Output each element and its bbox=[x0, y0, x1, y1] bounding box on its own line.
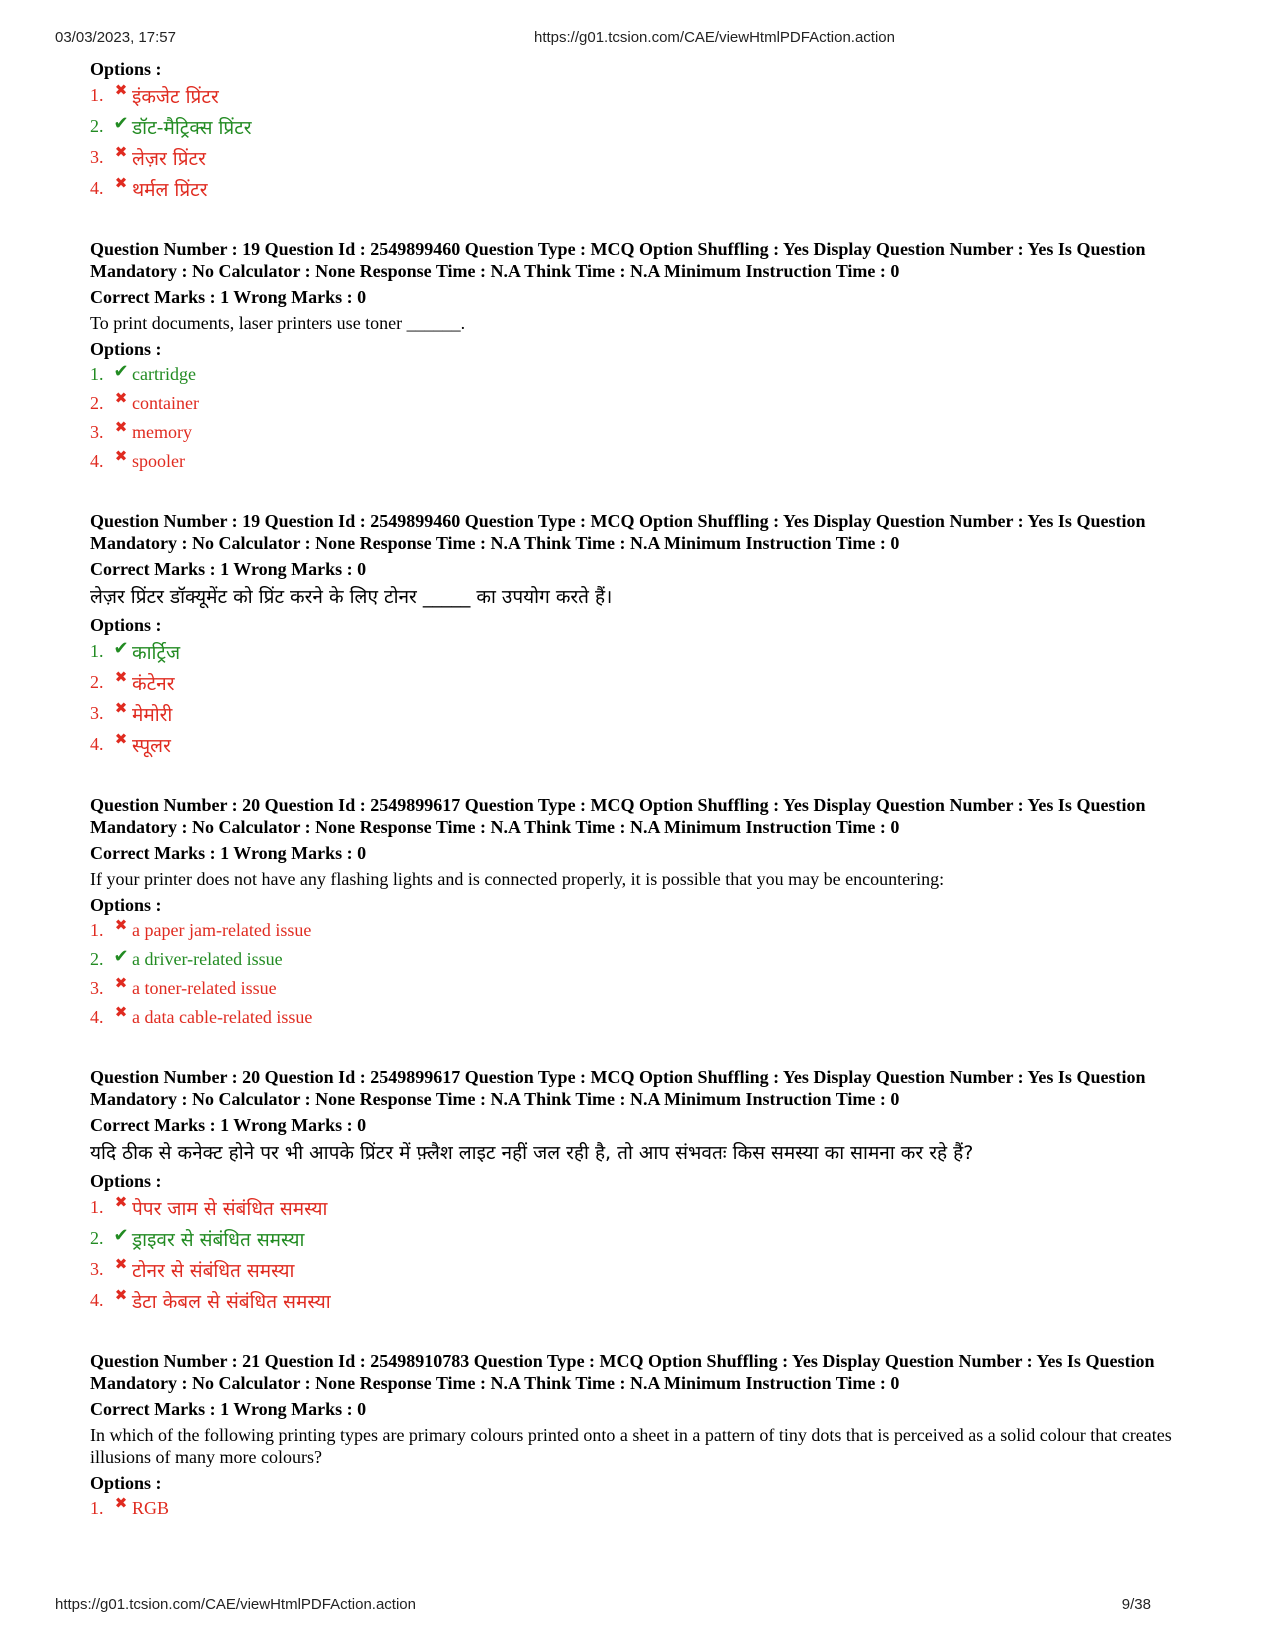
options-label: Options : bbox=[90, 615, 162, 635]
option-number: 2. bbox=[90, 949, 104, 969]
option-text: container bbox=[132, 393, 199, 413]
option-number: 1. bbox=[90, 85, 104, 105]
option-item bbox=[90, 111, 1200, 142]
option-item bbox=[90, 389, 1200, 418]
question-block bbox=[90, 238, 1200, 476]
check-icon: ✔ bbox=[113, 946, 129, 966]
option-item bbox=[90, 418, 1200, 447]
page-number: 9/38 bbox=[1121, 1596, 1151, 1613]
option-text: लेज़र प्रिंटर bbox=[132, 147, 206, 170]
option-item bbox=[90, 1223, 1200, 1254]
cross-icon: ✖ bbox=[114, 1496, 128, 1512]
options-label: Options : bbox=[90, 339, 162, 359]
option-number: 3. bbox=[90, 1259, 104, 1279]
option-number: 3. bbox=[90, 422, 104, 442]
option-text: cartridge bbox=[132, 364, 196, 384]
question-paper bbox=[90, 58, 1200, 1523]
cross-icon: ✖ bbox=[114, 145, 128, 161]
option-text: कंटेनर bbox=[132, 672, 175, 695]
footer-url: https://g01.tcsion.com/CAE/viewHtmlPDFAction.action bbox=[55, 1596, 416, 1613]
options-list bbox=[90, 1192, 1200, 1316]
option-number: 4. bbox=[90, 178, 104, 198]
option-item bbox=[90, 360, 1200, 389]
option-text: spooler bbox=[132, 451, 185, 471]
question-meta: Question Number : 19 Question Id : 2549899460 Question Type : MCQ Option Shuffling : Yes Display Question Number : Yes Is Question Mandatory : No Calculator : None Response Time : N.A Think Time : N.A Minimum Instruction Time : 0 bbox=[90, 239, 1146, 281]
option-number: 1. bbox=[90, 1197, 104, 1217]
options-label: Options : bbox=[90, 59, 162, 79]
option-item bbox=[90, 945, 1200, 974]
question-block bbox=[90, 794, 1200, 1032]
check-icon: ✔ bbox=[113, 1225, 129, 1245]
option-item bbox=[90, 1192, 1200, 1223]
question-text: लेज़र प्रिंटर डॉक्यूमेंट को प्रिंट करने के लिए टोनर _____ का उपयोग करते हैं। bbox=[90, 586, 613, 608]
option-text: कार्ट्रिज bbox=[132, 641, 181, 664]
question-block bbox=[90, 1350, 1200, 1523]
option-text: मेमोरी bbox=[132, 703, 173, 726]
option-number: 2. bbox=[90, 393, 104, 413]
options-list bbox=[90, 636, 1200, 760]
question-meta: Question Number : 21 Question Id : 25498910783 Question Type : MCQ Option Shuffling : Yes Display Question Number : Yes Is Question Mandatory : No Calculator : None Response Time : N.A Think Time : N.A Minimum Instruction Time : 0 bbox=[90, 1351, 1155, 1393]
option-number: 3. bbox=[90, 703, 104, 723]
option-item bbox=[90, 729, 1200, 760]
option-number: 2. bbox=[90, 1228, 104, 1248]
cross-icon: ✖ bbox=[114, 83, 128, 99]
option-item bbox=[90, 1003, 1200, 1032]
option-text: memory bbox=[132, 422, 192, 442]
options-label: Options : bbox=[90, 1473, 162, 1493]
option-text: टोनर से संबंधित समस्या bbox=[132, 1259, 295, 1282]
option-number: 4. bbox=[90, 1290, 104, 1310]
cross-icon: ✖ bbox=[114, 1257, 128, 1273]
header-url: https://g01.tcsion.com/CAE/viewHtmlPDFAction.action bbox=[534, 29, 895, 46]
option-item bbox=[90, 1254, 1200, 1285]
option-item bbox=[90, 142, 1200, 173]
option-text: इंकजेट प्रिंटर bbox=[132, 85, 219, 108]
options-list bbox=[90, 1494, 1200, 1523]
option-number: 1. bbox=[90, 641, 104, 661]
option-text: ड्राइवर से संबंधित समस्या bbox=[132, 1228, 305, 1251]
options-list bbox=[90, 916, 1200, 1032]
marks-info: Correct Marks : 1 Wrong Marks : 0 bbox=[90, 559, 367, 579]
option-item bbox=[90, 698, 1200, 729]
question-meta: Question Number : 19 Question Id : 2549899460 Question Type : MCQ Option Shuffling : Yes Display Question Number : Yes Is Question Mandatory : No Calculator : None Response Time : N.A Think Time : N.A Minimum Instruction Time : 0 bbox=[90, 511, 1146, 553]
question-block bbox=[90, 510, 1200, 760]
question-text: If your printer does not have any flashing lights and is connected properly, it is possible that you may be encountering: bbox=[90, 869, 945, 889]
question-text: यदि ठीक से कनेक्ट होने पर भी आपके प्रिंटर में फ़्लैश लाइट नहीं जल रही है, तो आप संभवतः किस समस्या का सामना कर रहे हैं? bbox=[90, 1142, 974, 1164]
option-number: 2. bbox=[90, 116, 104, 136]
option-text: RGB bbox=[132, 1498, 170, 1518]
question-list bbox=[90, 238, 1200, 1523]
option-number: 1. bbox=[90, 920, 104, 940]
option-text: a paper jam-related issue bbox=[132, 920, 312, 940]
option-number: 4. bbox=[90, 451, 104, 471]
cross-icon: ✖ bbox=[114, 732, 128, 748]
option-text: a data cable-related issue bbox=[132, 1007, 313, 1027]
option-text: डॉट-मैट्रिक्स प्रिंटर bbox=[132, 116, 252, 139]
cross-icon: ✖ bbox=[114, 1005, 128, 1021]
question-meta: Question Number : 20 Question Id : 2549899617 Question Type : MCQ Option Shuffling : Yes Display Question Number : Yes Is Question Mandatory : No Calculator : None Response Time : N.A Think Time : N.A Minimum Instruction Time : 0 bbox=[90, 795, 1146, 837]
question-text: To print documents, laser printers use toner ______. bbox=[90, 313, 466, 333]
cross-icon: ✖ bbox=[114, 976, 128, 992]
option-number: 2. bbox=[90, 672, 104, 692]
option-text: पेपर जाम से संबंधित समस्या bbox=[132, 1197, 328, 1220]
question-text: In which of the following printing types are primary colours printed onto a sheet in a pattern of tiny dots that is perceived as a solid colour that creates illusions of many more colours? bbox=[90, 1425, 1172, 1467]
cross-icon: ✖ bbox=[114, 701, 128, 717]
option-number: 3. bbox=[90, 147, 104, 167]
option-number: 1. bbox=[90, 1498, 104, 1518]
option-item bbox=[90, 916, 1200, 945]
option-number: 4. bbox=[90, 734, 104, 754]
option-item bbox=[90, 667, 1200, 698]
marks-info: Correct Marks : 1 Wrong Marks : 0 bbox=[90, 843, 367, 863]
cross-icon: ✖ bbox=[114, 1288, 128, 1304]
option-item bbox=[90, 1494, 1200, 1523]
cross-icon: ✖ bbox=[114, 391, 128, 407]
option-number: 3. bbox=[90, 978, 104, 998]
option-item bbox=[90, 447, 1200, 476]
option-item bbox=[90, 173, 1200, 204]
option-text: थर्मल प्रिंटर bbox=[132, 178, 208, 201]
option-item bbox=[90, 974, 1200, 1003]
check-icon: ✔ bbox=[113, 113, 129, 133]
cross-icon: ✖ bbox=[114, 670, 128, 686]
cross-icon: ✖ bbox=[114, 176, 128, 192]
options-list bbox=[90, 80, 1200, 204]
option-text: स्पूलर bbox=[132, 734, 171, 757]
option-item bbox=[90, 636, 1200, 667]
cross-icon: ✖ bbox=[114, 918, 128, 934]
marks-info: Correct Marks : 1 Wrong Marks : 0 bbox=[90, 1399, 367, 1419]
question-meta: Question Number : 20 Question Id : 2549899617 Question Type : MCQ Option Shuffling : Yes Display Question Number : Yes Is Question Mandatory : No Calculator : None Response Time : N.A Think Time : N.A Minimum Instruction Time : 0 bbox=[90, 1067, 1146, 1109]
option-item bbox=[90, 80, 1200, 111]
option-number: 1. bbox=[90, 364, 104, 384]
top-options-block bbox=[90, 58, 1200, 204]
cross-icon: ✖ bbox=[114, 420, 128, 436]
options-label: Options : bbox=[90, 895, 162, 915]
option-text: a driver-related issue bbox=[132, 949, 283, 969]
cross-icon: ✖ bbox=[114, 449, 128, 465]
print-datetime: 03/03/2023, 17:57 bbox=[55, 29, 176, 46]
options-list bbox=[90, 360, 1200, 476]
cross-icon: ✖ bbox=[114, 1195, 128, 1211]
option-number: 4. bbox=[90, 1007, 104, 1027]
marks-info: Correct Marks : 1 Wrong Marks : 0 bbox=[90, 1115, 367, 1135]
option-text: a toner-related issue bbox=[132, 978, 277, 998]
check-icon: ✔ bbox=[113, 361, 129, 381]
question-block bbox=[90, 1066, 1200, 1316]
marks-info: Correct Marks : 1 Wrong Marks : 0 bbox=[90, 287, 367, 307]
check-icon: ✔ bbox=[113, 638, 129, 658]
option-text: डेटा केबल से संबंधित समस्या bbox=[132, 1290, 331, 1313]
option-item bbox=[90, 1285, 1200, 1316]
options-label: Options : bbox=[90, 1171, 162, 1191]
